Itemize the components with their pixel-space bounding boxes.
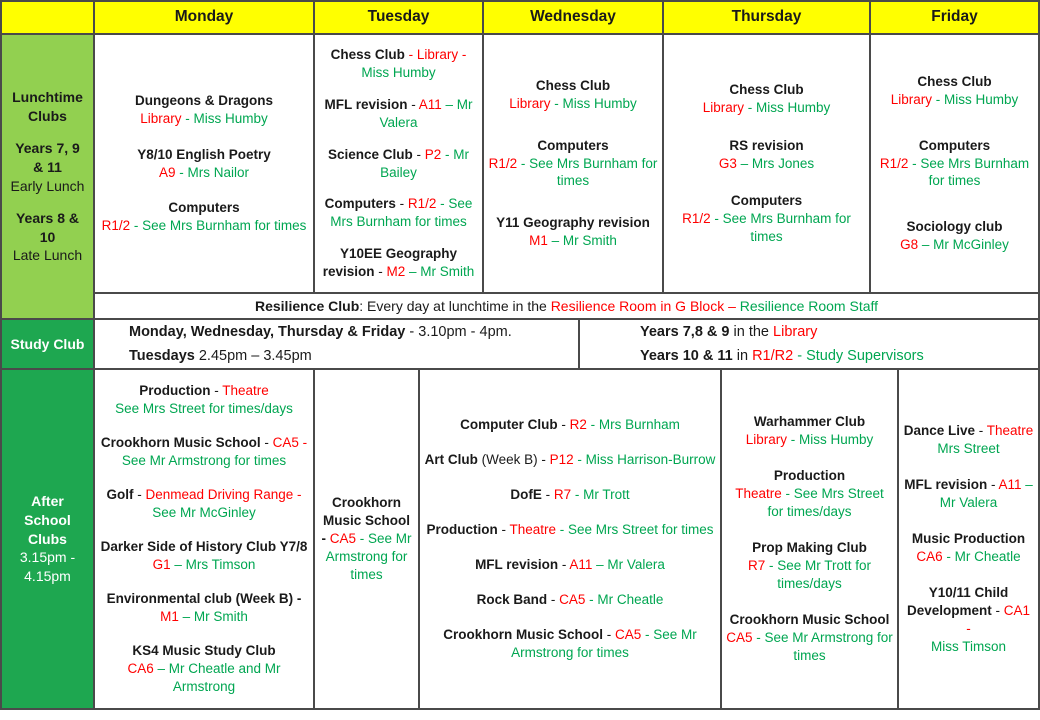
timetable-entry — [471, 556, 669, 574]
entry-text-segment: Prop Making Club — [752, 540, 867, 556]
entry-text-segment: CA5 — [726, 629, 753, 645]
entry-text-segment: - See Mrs Burnham for times — [908, 155, 1030, 189]
after-school-tuesday-cell — [313, 368, 418, 710]
entry-text-segment: R2 — [569, 417, 587, 433]
entry-text-segment: Chess Club — [535, 77, 611, 93]
timetable-entry — [896, 218, 1013, 254]
lunchtime-clubs-label-cell — [0, 33, 93, 318]
entry-text-segment: CA5 — [329, 531, 356, 547]
header-corner-cell — [0, 0, 93, 33]
entry-text-segment: - — [602, 626, 615, 642]
timetable-entry — [722, 611, 897, 665]
entry-text-segment: - Mr Trott — [571, 487, 630, 503]
entry-text-segment: - — [975, 423, 987, 439]
entry-text-segment: - — [497, 522, 510, 538]
lunch-friday-cell — [869, 33, 1040, 292]
entry-text-segment: – Mr Valera — [379, 96, 473, 130]
entry-text-segment: Y11 Geography revision — [496, 215, 650, 231]
entry-text-segment: - 3.10pm - 4pm. — [405, 324, 512, 341]
entry-text-segment: Computer Club — [460, 417, 562, 433]
entry-text-segment: - Library - — [408, 46, 467, 62]
timetable-entry — [125, 322, 516, 342]
after-school-thursday-cell — [720, 368, 897, 710]
entry-text-segment: Sociology club — [906, 219, 1003, 235]
entry-text-segment: - Miss Humby — [932, 91, 1019, 107]
entry-text-segment: KS4 Music Study Club — [132, 642, 276, 658]
entry-text-segment: Art Club — [424, 452, 478, 468]
entry-text-segment: - Miss Harrison-Burrow — [573, 452, 716, 468]
entry-text-segment: Computers — [730, 193, 803, 209]
entry-text-segment: See Mr McGinley — [152, 505, 256, 521]
timetable-entry — [908, 530, 1029, 566]
timetable-entry — [506, 486, 633, 504]
entry-text-segment: - Miss Humby — [550, 95, 637, 111]
entry-text-segment: R1/2 — [682, 211, 711, 227]
timetable-entry — [133, 146, 275, 182]
study-club-label-cell — [0, 318, 93, 368]
entry-text-segment: R1/2 — [488, 155, 518, 171]
entry-text-segment: - See Mrs Burnham for times — [517, 155, 658, 189]
entry-text-segment: 2.45pm – 3.45pm — [194, 347, 312, 364]
timetable-entry — [95, 642, 313, 696]
timetable-entry — [505, 77, 641, 113]
entry-text-segment: - See Mrs Burnham for times — [710, 211, 851, 245]
entry-text-segment: Y10EE Geography revision — [322, 246, 458, 280]
entry-text-segment: P2 — [424, 146, 442, 162]
entry-text-segment: - — [412, 146, 425, 162]
entry-text-segment: – Mr Valera — [939, 477, 1033, 511]
timetable-entry — [315, 245, 482, 281]
entry-text-segment: – Mr McGinley — [918, 237, 1009, 253]
entry-text-segment: Theatre — [735, 486, 782, 502]
entry-text-segment: CA6 — [916, 549, 943, 564]
entry-text-segment: - — [133, 487, 146, 503]
entry-text-segment: - — [561, 417, 570, 433]
entry-text-segment: MFL revision — [324, 96, 408, 112]
entry-text-segment: Lunchtime Clubs — [12, 89, 83, 124]
timetable-entry — [899, 584, 1038, 656]
entry-text-segment: Y8/10 English Poetry — [137, 146, 271, 162]
entry-text-segment: Science Club — [327, 146, 413, 162]
lunch-tuesday-cell — [313, 33, 482, 292]
timetable-entry — [636, 322, 821, 342]
entry-text-segment: CA5 — [559, 591, 586, 607]
timetable-entry — [422, 521, 717, 539]
entry-text-segment: - See Mr Armstrong for times — [752, 629, 893, 663]
entry-text-segment: See Mr Armstrong for times — [121, 453, 287, 469]
timetable-entry — [315, 195, 482, 231]
entry-text-segment: - Miss Humby — [744, 99, 831, 115]
timetable-entry — [699, 81, 835, 117]
entry-text-segment: Library — [702, 99, 744, 115]
entry-text-segment: Library — [509, 95, 551, 111]
header-thursday-cell: Thursday — [662, 0, 869, 33]
entry-text-segment: Rock Band — [476, 591, 548, 607]
entry-text-segment: in — [732, 347, 753, 364]
entry-text-segment: R1/R2 — [752, 347, 794, 364]
entry-text-segment: Library — [773, 324, 818, 341]
header-friday-cell: Friday — [869, 0, 1040, 33]
entry-text-segment: Computers — [324, 196, 396, 212]
timetable-entry — [315, 46, 482, 82]
entry-text-segment: - Study Supervisors — [793, 347, 924, 364]
entry-text-segment: Late Lunch — [12, 247, 83, 264]
entry-text-segment: P12 — [549, 452, 574, 468]
entry-text-segment: – Mr Smith — [405, 264, 475, 280]
timetable-entry — [742, 413, 878, 449]
entry-text-segment: - — [547, 591, 560, 607]
entry-text-segment: Production — [426, 522, 498, 538]
entry-text-segment: Tuesdays — [129, 347, 195, 364]
entry-text-segment: - See Mrs Street for times — [556, 522, 714, 538]
entry-text-segment: – Mr Smith — [547, 233, 617, 249]
entry-text-segment: - — [541, 487, 554, 503]
entry-text-segment: - Mrs Burnham — [586, 417, 680, 433]
entry-text-segment: Library — [140, 110, 182, 126]
entry-text-segment: MFL revision — [904, 477, 988, 493]
entry-text-segment: Chess Club — [917, 73, 992, 89]
header-wednesday-cell: Wednesday — [482, 0, 662, 33]
after-school-clubs-label-cell — [0, 368, 93, 710]
entry-text-segment: Production — [139, 383, 211, 399]
entry-text-segment: Years 8 & 10 — [15, 210, 80, 245]
entry-text-segment: A9 — [158, 164, 176, 180]
timetable-entry — [492, 214, 654, 250]
timetable-entry — [102, 486, 305, 522]
entry-text-segment: Years 7, 9 & 11 — [15, 140, 80, 175]
entry-text-segment: Computers — [537, 137, 609, 153]
entry-text-segment: - See Mrs Street for times/days — [767, 486, 884, 520]
entry-text-segment: - See Mr Trott for times/days — [765, 557, 872, 591]
after-school-friday-cell — [897, 368, 1040, 710]
timetable-entry — [899, 476, 1038, 512]
entry-text-segment: Crookhorn Music School - — [321, 495, 410, 547]
entry-text-segment: M2 — [386, 264, 406, 280]
entry-text-segment: - Mr Cheatle — [585, 591, 664, 607]
timetable-entry — [98, 199, 311, 235]
entry-text-segment: – Mrs Timson — [170, 556, 256, 572]
timetable-entry — [715, 137, 818, 173]
entry-text-segment: Miss Timson — [930, 638, 1006, 654]
after-school-monday-cell — [93, 368, 313, 710]
entry-text-segment: Mrs Street — [937, 441, 1000, 457]
timetable-entry — [722, 467, 897, 521]
entry-text-segment: Early Lunch — [10, 177, 85, 194]
timetable-entry — [6, 139, 89, 195]
timetable-entry — [636, 346, 928, 366]
entry-text-segment: Dungeons & Dragons — [134, 92, 273, 108]
resilience-club-row-cell — [93, 292, 1040, 318]
entry-text-segment: Library — [745, 432, 787, 448]
entry-text-segment: – Mr Cheatle and Mr Armstrong — [153, 660, 281, 694]
entry-text-segment: Theatre — [509, 522, 556, 538]
entry-text-segment: Library — [890, 91, 932, 107]
study-club-locations-cell — [578, 318, 1040, 368]
timetable-entry — [456, 416, 684, 434]
entry-text-segment: - — [374, 264, 387, 280]
entry-text-segment: A11 — [998, 477, 1022, 493]
entry-text-segment: Environmental club (Week B) - — [106, 590, 302, 606]
entry-text-segment: Y10/11 Child Development — [906, 584, 1009, 618]
entry-text-segment: - See Mr Armstrong for times — [325, 531, 412, 582]
entry-text-segment: Monday, Wednesday, Thursday & Friday — [129, 324, 406, 341]
entry-text-segment: Crookhorn Music School — [443, 626, 603, 642]
entry-text-segment: R7 — [747, 557, 766, 573]
entry-text-segment: Chess Club — [330, 46, 409, 62]
entry-text-segment: G8 — [900, 237, 919, 253]
entry-text-segment: MFL revision — [475, 557, 559, 572]
entry-text-segment: CA5 — [614, 626, 642, 642]
entry-text-segment: R1/2 — [407, 196, 437, 212]
entry-text-segment: - — [260, 435, 273, 451]
entry-text-segment: Computers — [918, 137, 991, 153]
entry-text-segment: – Mr Smith — [178, 608, 248, 624]
entry-text-segment: R1/2 — [101, 218, 131, 234]
entry-text-segment: - — [987, 477, 999, 493]
entry-text-segment: Golf — [106, 487, 134, 503]
entry-text-segment: CA1 - — [966, 602, 1031, 636]
entry-text-segment: Miss Humby — [361, 64, 436, 80]
entry-text-segment: – Mr Valera — [592, 557, 665, 572]
timetable-entry — [7, 335, 89, 354]
entry-text-segment: - — [991, 602, 1004, 618]
entry-text-segment: R1/2 — [879, 155, 909, 171]
timetable-entry — [664, 192, 869, 246]
entry-text-segment: M1 — [529, 233, 548, 249]
lunch-wednesday-cell — [482, 33, 662, 292]
entry-text-segment: Years 10 & 11 — [640, 347, 733, 364]
entry-text-segment: A11 — [418, 96, 442, 112]
timetable-entry — [103, 590, 306, 626]
timetable-entry — [131, 92, 277, 128]
lunch-thursday-cell — [662, 33, 869, 292]
entry-text-segment: Production — [773, 468, 846, 484]
entry-text-segment: - Mr Cheatle — [942, 549, 1021, 564]
entry-text-segment: G3 — [718, 155, 737, 171]
entry-text-segment: - Mrs Nailor — [175, 164, 249, 180]
entry-text-segment: After School Clubs — [24, 493, 71, 547]
entry-text-segment: Dance Live — [903, 423, 975, 439]
timetable-entry — [97, 538, 312, 574]
study-club-times-cell — [93, 318, 578, 368]
timetable-entry — [484, 137, 662, 191]
timetable-entry — [722, 539, 897, 593]
timetable-entry — [473, 591, 668, 609]
entry-text-segment: - — [395, 196, 408, 212]
entry-text-segment: G1 — [152, 556, 171, 572]
timetable-entry — [6, 492, 89, 585]
timetable-entry — [6, 209, 89, 265]
entry-text-segment: Warhammer Club — [753, 414, 866, 430]
entry-text-segment: Crookhorn Music School — [100, 435, 261, 451]
timetable-entry — [97, 434, 311, 470]
entry-text-segment: Darker Side of History Club Y7/8 — [100, 539, 308, 555]
timetable-entry — [251, 297, 882, 316]
header-tuesday-cell: Tuesday — [313, 0, 482, 33]
lunch-monday-cell — [93, 33, 313, 292]
entry-text-segment: - Mr Bailey — [380, 146, 470, 180]
entry-text-segment: Years 7,8 & 9 — [640, 324, 730, 341]
entry-text-segment: M1 — [160, 608, 179, 624]
timetable-entry — [887, 73, 1023, 109]
entry-text-segment: Music Production — [911, 531, 1026, 547]
entry-text-segment: CA6 — [127, 660, 154, 676]
entry-text-segment: - — [210, 383, 223, 399]
entry-text-segment: Resilience Room in G Block – — [550, 297, 740, 314]
entry-text-segment: Theatre — [986, 423, 1034, 439]
timetable-entry — [125, 346, 316, 366]
entry-text-segment: – Mrs Jones — [736, 155, 815, 171]
timetable-entry — [421, 451, 720, 469]
entry-text-segment: - Miss Humby — [787, 432, 874, 448]
timetable-entry — [315, 96, 482, 132]
timetable-entry — [420, 626, 720, 662]
entry-text-segment: - — [558, 557, 570, 572]
entry-text-segment: CA5 - — [272, 435, 308, 451]
timetable-entry — [111, 382, 297, 418]
timetable-entry — [315, 146, 482, 182]
entry-text-segment: - — [407, 96, 419, 112]
after-school-wednesday-cell — [418, 368, 720, 710]
entry-text-segment: R7 — [553, 487, 572, 503]
entry-text-segment: - See Mrs Burnham for times — [130, 218, 307, 234]
timetable-entry — [900, 422, 1038, 458]
entry-text-segment: - See Mrs Burnham for times — [330, 196, 473, 230]
entry-text-segment: - Miss Humby — [181, 110, 268, 126]
entry-text-segment: See Mrs Street for times/days — [115, 401, 293, 417]
entry-text-segment: - See Mr Armstrong for times — [511, 626, 697, 660]
entry-text-segment: Computers — [168, 200, 240, 216]
entry-text-segment: (Week B) - — [477, 452, 550, 468]
entry-text-segment: Resilience Room Staff — [739, 297, 879, 314]
timetable-entry — [315, 494, 418, 584]
entry-text-segment: Theatre — [222, 383, 269, 399]
entry-text-segment: : Every day at lunchtime in the — [359, 297, 551, 314]
entry-text-segment: 3.15pm - 4.15pm — [19, 549, 76, 584]
entry-text-segment: Denmead Driving Range - — [145, 487, 302, 503]
entry-text-segment: A11 — [569, 557, 593, 572]
entry-text-segment: Resilience Club — [254, 297, 360, 314]
header-monday-cell: Monday — [93, 0, 313, 33]
entry-text-segment: Crookhorn Music School — [729, 611, 890, 627]
entry-text-segment: RS revision — [729, 137, 804, 153]
entry-text-segment: Study Club — [10, 335, 85, 352]
timetable-entry — [871, 137, 1038, 191]
entry-text-segment: Chess Club — [729, 81, 804, 97]
entry-text-segment: DofE — [510, 487, 542, 503]
timetable-entry — [6, 88, 89, 125]
entry-text-segment: in the — [729, 324, 774, 341]
